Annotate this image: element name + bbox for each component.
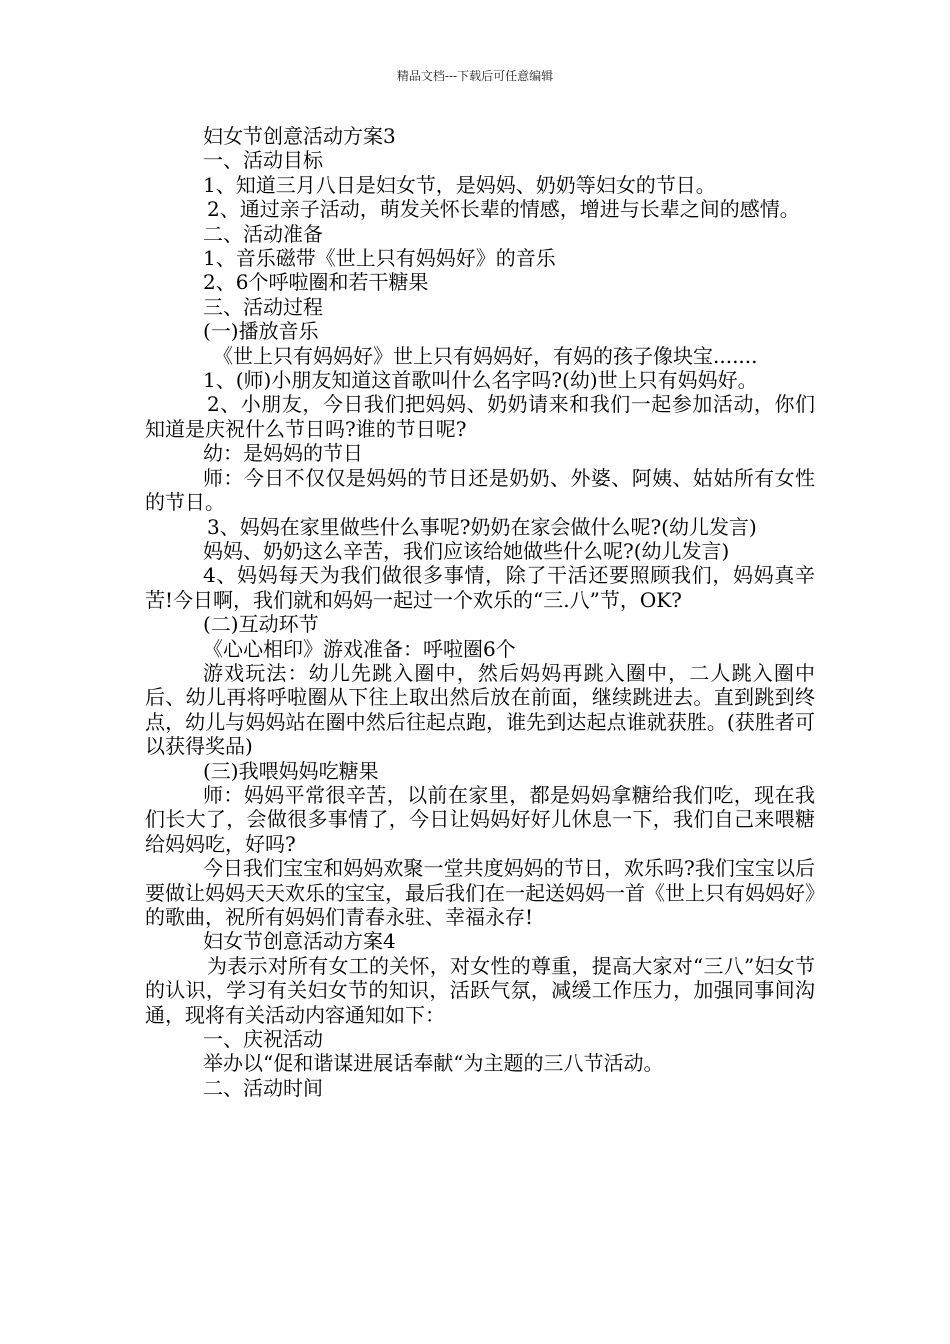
paragraph: 举办以“促和谐谋进展话奉献“为主题的三八节活动。 <box>203 1051 664 1076</box>
paragraph: 《世上只有妈妈好》世上只有妈妈好，有妈的孩子像块宝....... <box>213 343 758 368</box>
paragraph: 妈妈、奶奶这么辛苦，我们应该给她做些什么呢?(幼儿发言) <box>203 538 730 563</box>
paragraph: 二、活动时间 <box>203 1075 323 1100</box>
paragraph: 4、妈妈每天为我们做很多事情，除了干活还要照顾我们，妈妈真辛苦!今日啊，我们就和妈妈一起过一个欢乐的“三.八”节，OK? <box>145 563 815 612</box>
paragraph: 三、活动过程 <box>203 294 323 319</box>
paragraph: 1、(师)小朋友知道这首歌叫什么名字吗?(幼)世上只有妈妈好。 <box>203 368 758 393</box>
paragraph: 3、妈妈在家里做些什么事呢?奶奶在家会做什么呢?(幼儿发言) <box>207 514 757 539</box>
paragraph: 妇女节创意活动方案3 <box>203 124 396 148</box>
paragraph: 今日我们宝宝和妈妈欢聚一堂共度妈妈的节日，欢乐吗?我们宝宝以后要做让妈妈天天欢乐的宝宝，最后我们在一起送妈妈一首《世上只有妈妈好》的歌曲，祝所有妈妈们青春永驻、幸福永存! <box>145 856 815 929</box>
paragraph: 为表示对所有女工的关怀，对女性的尊重，提高大家对“三八”妇女节的认识，学习有关妇女节的知识，活跃气氛，减缓工作压力，加强同事间沟通，现将有关活动内容通知如下： <box>145 953 815 1027</box>
document-body <box>145 124 815 1100</box>
paragraph: 2、小朋友，今日我们把妈妈、奶奶请来和我们一起参加活动，你们知道是庆祝什么节日吗?谁的节日呢? <box>145 392 815 441</box>
paragraph: 1、知道三月八日是妇女节，是妈妈、奶奶等妇女的节日。 <box>203 172 716 197</box>
paragraph: 一、活动目标 <box>203 148 323 173</box>
paragraph: 2、6个呼啦圈和若干糖果 <box>203 270 429 295</box>
paragraph: 一、庆祝活动 <box>203 1027 323 1052</box>
paragraph: 1、音乐磁带《世上只有妈妈好》的音乐 <box>203 246 556 271</box>
paragraph: 幼：是妈妈的节日 <box>203 441 363 466</box>
paragraph: (一)播放音乐 <box>203 319 319 344</box>
paragraph: 二、活动准备 <box>203 221 323 246</box>
paragraph: (二)互动环节 <box>203 612 319 637</box>
paragraph: 2、通过亲子活动，萌发关怀长辈的情感，增进与长辈之间的感情。 <box>207 197 800 222</box>
paragraph: 游戏玩法：幼儿先跳入圈中，然后妈妈再跳入圈中，二人跳入圈中后、幼儿再将呼啦圈从下往上取出然后放在前面，继续跳进去。直到跳到终点，幼儿与妈妈站在圈中然后往起点跑，谁先到达起点谁就获胜。(获胜者可以获得奖品) <box>145 660 815 759</box>
paragraph: 师：今日不仅仅是妈妈的节日还是奶奶、外婆、阿姨、姑姑所有女性的节日。 <box>145 465 815 515</box>
paragraph: (三)我喂妈妈吃糖果 <box>203 758 379 783</box>
paragraph: 师：妈妈平常很辛苦，以前在家里，都是妈妈拿糖给我们吃，现在我们长大了，会做很多事情了，今日让妈妈好好儿休息一下，我们自己来喂糖给妈妈吃，好吗? <box>145 782 815 856</box>
paragraph: 《心心相印》游戏准备：呼啦圈6个 <box>203 636 516 661</box>
page-header: 精品文档---下载后可任意编辑 <box>396 69 554 83</box>
paragraph: 妇女节创意活动方案4 <box>203 929 396 954</box>
